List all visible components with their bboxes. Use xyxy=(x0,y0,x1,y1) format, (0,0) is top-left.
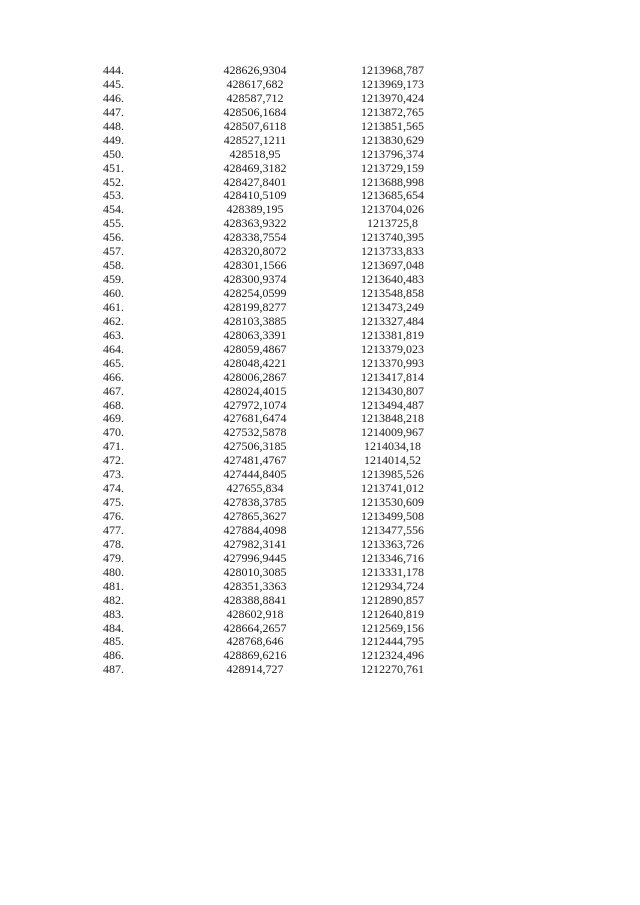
point-number: 452. xyxy=(103,174,124,189)
point-number: 480. xyxy=(103,564,124,579)
point-number: 461. xyxy=(103,299,124,314)
x-coordinate: 428587,712 xyxy=(226,90,284,105)
x-coordinate: 428388,8841 xyxy=(223,592,287,607)
x-coordinate: 428024,4015 xyxy=(223,383,287,398)
table-row xyxy=(95,189,455,203)
point-number: 483. xyxy=(103,606,124,621)
point-number: 485. xyxy=(103,634,124,649)
y-coordinate: 1213872,765 xyxy=(361,104,424,119)
point-number: 478. xyxy=(103,536,124,551)
y-coordinate: 1213848,218 xyxy=(361,411,424,426)
x-coordinate: 428427,8401 xyxy=(223,174,287,189)
x-coordinate: 428410,5109 xyxy=(223,188,287,203)
point-number: 475. xyxy=(103,495,124,510)
table-row xyxy=(95,635,455,649)
x-coordinate: 428301,1566 xyxy=(223,258,287,273)
point-number: 447. xyxy=(103,104,124,119)
y-coordinate: 1212890,857 xyxy=(361,592,424,607)
x-coordinate: 427972,1074 xyxy=(223,397,287,412)
y-coordinate: 1212324,496 xyxy=(361,648,424,663)
table-row xyxy=(95,371,455,385)
point-number: 444. xyxy=(103,63,124,77)
x-coordinate: 428254,0599 xyxy=(223,286,287,300)
point-number: 456. xyxy=(103,230,124,245)
x-coordinate: 428602,918 xyxy=(226,606,284,621)
y-coordinate: 1213379,023 xyxy=(361,341,424,356)
y-coordinate: 1213796,374 xyxy=(361,146,424,161)
x-coordinate: 427481,4767 xyxy=(223,453,287,468)
table-row xyxy=(95,552,455,566)
x-coordinate: 428617,682 xyxy=(226,76,284,91)
coordinate-table xyxy=(95,64,455,677)
point-number: 459. xyxy=(103,272,124,287)
point-number: 455. xyxy=(103,216,124,231)
x-coordinate: 428338,7554 xyxy=(223,230,287,245)
table-row xyxy=(95,594,455,608)
table-row xyxy=(95,315,455,329)
y-coordinate: 1213640,483 xyxy=(361,272,424,287)
table-row xyxy=(95,78,455,92)
table-row xyxy=(95,468,455,482)
y-coordinate: 1213851,565 xyxy=(361,118,424,133)
table-row xyxy=(95,412,455,426)
table-row xyxy=(95,580,455,594)
x-coordinate: 427681,6474 xyxy=(223,411,287,426)
table-row xyxy=(95,663,455,677)
y-coordinate: 1213704,026 xyxy=(361,202,424,217)
x-coordinate: 427655,834 xyxy=(226,481,284,496)
table-row xyxy=(95,64,455,78)
x-coordinate: 428626,9304 xyxy=(223,63,287,77)
table-row xyxy=(95,426,455,440)
point-number: 473. xyxy=(103,467,124,482)
table-row xyxy=(95,148,455,162)
y-coordinate: 1213697,048 xyxy=(361,258,424,273)
y-coordinate: 1213830,629 xyxy=(361,132,424,147)
table-row xyxy=(95,524,455,538)
x-coordinate: 428363,9322 xyxy=(223,216,287,231)
y-coordinate: 1214009,967 xyxy=(361,425,424,440)
point-number: 465. xyxy=(103,355,124,370)
point-number: 484. xyxy=(103,620,124,635)
x-coordinate: 427838,3785 xyxy=(223,495,287,510)
table-row xyxy=(95,608,455,622)
table-row xyxy=(95,203,455,217)
y-coordinate: 1213363,726 xyxy=(361,536,424,551)
table-row xyxy=(95,510,455,524)
point-number: 476. xyxy=(103,509,124,523)
table-row xyxy=(95,440,455,454)
y-coordinate: 1213725,8 xyxy=(367,216,418,231)
y-coordinate: 1213370,993 xyxy=(361,355,424,370)
y-coordinate: 1213430,807 xyxy=(361,383,424,398)
point-number: 469. xyxy=(103,411,124,426)
x-coordinate: 428664,2657 xyxy=(223,620,287,635)
table-row xyxy=(95,92,455,106)
y-coordinate: 1214014,52 xyxy=(364,453,421,468)
table-row xyxy=(95,134,455,148)
table-row xyxy=(95,231,455,245)
y-coordinate: 1213327,484 xyxy=(361,313,424,328)
y-coordinate: 1213530,609 xyxy=(361,495,424,510)
point-number: 479. xyxy=(103,550,124,565)
x-coordinate: 428869,6216 xyxy=(223,648,287,663)
y-coordinate: 1213477,556 xyxy=(361,522,424,537)
x-coordinate: 428527,1211 xyxy=(223,132,287,147)
x-coordinate: 428300,9374 xyxy=(223,272,287,287)
x-coordinate: 427865,3627 xyxy=(223,509,287,523)
x-coordinate: 428063,3391 xyxy=(223,327,287,342)
y-coordinate: 1212640,819 xyxy=(361,606,424,621)
point-number: 468. xyxy=(103,397,124,412)
table-row xyxy=(95,329,455,343)
table-row xyxy=(95,273,455,287)
y-coordinate: 1213473,249 xyxy=(361,299,424,314)
y-coordinate: 1213741,012 xyxy=(361,481,424,496)
table-row xyxy=(95,482,455,496)
x-coordinate: 428199,8277 xyxy=(223,299,287,314)
y-coordinate: 1214034,18 xyxy=(364,439,421,454)
y-coordinate: 1213494,487 xyxy=(361,397,424,412)
x-coordinate: 428506,1684 xyxy=(223,104,287,119)
table-row xyxy=(95,343,455,357)
point-number: 448. xyxy=(103,118,124,133)
x-coordinate: 428507,6118 xyxy=(223,118,287,133)
point-number: 470. xyxy=(103,425,124,440)
point-number: 474. xyxy=(103,481,124,496)
y-coordinate: 1213685,654 xyxy=(361,188,424,203)
point-number: 450. xyxy=(103,146,124,161)
point-number: 449. xyxy=(103,132,124,147)
y-coordinate: 1212444,795 xyxy=(361,634,424,649)
x-coordinate: 428768,646 xyxy=(226,634,284,649)
x-coordinate: 428010,3085 xyxy=(223,564,287,579)
y-coordinate: 1213548,858 xyxy=(361,286,424,300)
x-coordinate: 427996,9445 xyxy=(223,550,287,565)
y-coordinate: 1213970,424 xyxy=(361,90,424,105)
point-number: 464. xyxy=(103,341,124,356)
y-coordinate: 1212270,761 xyxy=(361,662,424,677)
point-number: 487. xyxy=(103,662,124,677)
table-row xyxy=(95,162,455,176)
table-row xyxy=(95,120,455,134)
x-coordinate: 427982,3141 xyxy=(223,536,287,551)
y-coordinate: 1213985,526 xyxy=(361,467,424,482)
table-row xyxy=(95,538,455,552)
x-coordinate: 428103,3885 xyxy=(223,313,287,328)
point-number: 467. xyxy=(103,383,124,398)
x-coordinate: 428320,8072 xyxy=(223,244,287,259)
y-coordinate: 1212934,724 xyxy=(361,578,424,593)
point-number: 463. xyxy=(103,327,124,342)
table-row xyxy=(95,301,455,315)
y-coordinate: 1212569,156 xyxy=(361,620,424,635)
table-row xyxy=(95,566,455,580)
table-row xyxy=(95,454,455,468)
x-coordinate: 428518,95 xyxy=(229,146,281,161)
table-row xyxy=(95,622,455,636)
table-row xyxy=(95,357,455,371)
x-coordinate: 428059,4867 xyxy=(223,341,287,356)
y-coordinate: 1213688,998 xyxy=(361,174,424,189)
point-number: 458. xyxy=(103,258,124,273)
point-number: 446. xyxy=(103,90,124,105)
point-number: 453. xyxy=(103,188,124,203)
point-number: 460. xyxy=(103,286,124,300)
table-row xyxy=(95,176,455,190)
point-number: 466. xyxy=(103,369,124,384)
x-coordinate: 428914,727 xyxy=(226,662,284,677)
y-coordinate: 1213346,716 xyxy=(361,550,424,565)
x-coordinate: 427532,5878 xyxy=(223,425,287,440)
point-number: 471. xyxy=(103,439,124,454)
x-coordinate: 427884,4098 xyxy=(223,522,287,537)
y-coordinate: 1213331,178 xyxy=(361,564,424,579)
point-number: 454. xyxy=(103,202,124,217)
y-coordinate: 1213733,833 xyxy=(361,244,424,259)
y-coordinate: 1213969,173 xyxy=(361,76,424,91)
y-coordinate: 1213381,819 xyxy=(361,327,424,342)
point-number: 451. xyxy=(103,160,124,175)
table-row xyxy=(95,106,455,120)
point-number: 477. xyxy=(103,522,124,537)
table-row xyxy=(95,399,455,413)
table-row xyxy=(95,245,455,259)
x-coordinate: 428006,2867 xyxy=(223,369,287,384)
x-coordinate: 427444,8405 xyxy=(223,467,287,482)
table-row xyxy=(95,259,455,273)
point-number: 472. xyxy=(103,453,124,468)
table-row xyxy=(95,287,455,301)
point-number: 462. xyxy=(103,313,124,328)
point-number: 481. xyxy=(103,578,124,593)
x-coordinate: 428048,4221 xyxy=(223,355,287,370)
y-coordinate: 1213740,395 xyxy=(361,230,424,245)
table-row xyxy=(95,217,455,231)
x-coordinate: 428389,195 xyxy=(226,202,284,217)
x-coordinate: 427506,3185 xyxy=(223,439,287,454)
point-number: 482. xyxy=(103,592,124,607)
y-coordinate: 1213499,508 xyxy=(361,509,424,523)
y-coordinate: 1213968,787 xyxy=(361,63,424,77)
point-number: 486. xyxy=(103,648,124,663)
x-coordinate: 428351,3363 xyxy=(223,578,287,593)
table-row xyxy=(95,649,455,663)
point-number: 457. xyxy=(103,244,124,259)
table-row xyxy=(95,496,455,510)
x-coordinate: 428469,3182 xyxy=(223,160,287,175)
y-coordinate: 1213417,814 xyxy=(361,369,424,384)
point-number: 445. xyxy=(103,76,124,91)
table-row xyxy=(95,385,455,399)
y-coordinate: 1213729,159 xyxy=(361,160,424,175)
